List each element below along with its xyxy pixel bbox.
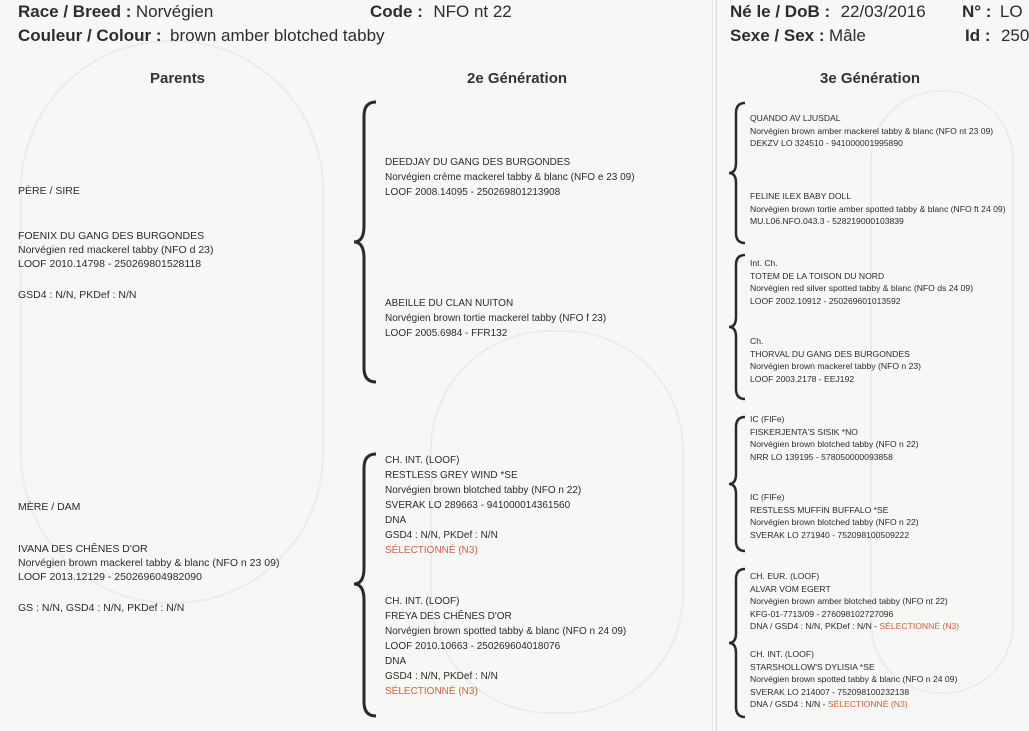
gen3-dds-breed: Norvégien brown amber blotched tabby (NFO nt 22) <box>750 596 948 606</box>
gen2-dd-reg: LOOF 2010.10663 - 250269604018076 <box>385 641 561 652</box>
gen2-dd-dna: DNA <box>385 656 407 667</box>
gen3-ddd <box>750 648 957 711</box>
dob-value: 22/03/2016 <box>840 2 926 21</box>
breed-row <box>18 2 213 22</box>
gen2-ss <box>385 155 635 200</box>
gen2-ds-selected: SÉLECTIONNÉ (N3) <box>385 545 478 556</box>
brace-gen2-dam <box>352 450 382 720</box>
dam-breed: Norvégien brown mackerel tabby & blanc (NFO n 23 09) <box>18 557 280 569</box>
sire-tests: GSD4 : N/N, PKDef : N/N <box>18 289 137 301</box>
gen2-ds-title: CH. INT. (LOOF) <box>385 455 460 466</box>
gen3-dds-name: ALVAR VOM EGERT <box>750 583 831 594</box>
gen3-dss-breed: Norvégien brown blotched tabby (NFO n 22) <box>750 439 919 449</box>
colour-value: brown amber blotched tabby <box>170 26 385 45</box>
gen2-sd <box>385 296 606 341</box>
gen3-dsd-breed: Norvégien brown blotched tabby (NFO n 22) <box>750 517 919 527</box>
gen3-dds-tests-row <box>750 620 959 633</box>
code-label: Code : <box>370 2 423 21</box>
id-row <box>965 26 1029 46</box>
brace-gen3-4 <box>727 566 749 720</box>
gen2-ss-breed: Norvégien crème mackerel tabby & blanc (NFO e 23 09) <box>385 172 635 183</box>
sire-block <box>18 229 214 271</box>
gen3-dds-selected: SÉLECTIONNÉ (N3) <box>879 621 960 631</box>
gen3-ddd-reg: SVERAK LO 214007 - 752098100232138 <box>750 686 910 697</box>
parents-heading: Parents <box>150 70 206 87</box>
gen3-ddd-name: STARSHOLLOW'S DYLISIA *SE <box>750 661 875 672</box>
gen2-sd-reg: LOOF 2005.6984 - FFR132 <box>385 328 508 339</box>
gen3-ssd <box>750 190 1006 228</box>
gen3-sdd-breed: Norvégien brown mackerel tabby (NFO n 23) <box>750 361 921 371</box>
gen3-ddd-selected: SÉLECTIONNÉ (N3) <box>827 699 908 709</box>
colour-row <box>18 26 385 46</box>
gen3-sds <box>750 257 973 307</box>
sire-name: FOENIX DU GANG DES BURGONDES <box>18 230 205 242</box>
brace-gen3-1 <box>727 100 749 246</box>
gen3-dsd <box>750 491 919 541</box>
gen3-dss-title: IC (FIFe) <box>750 414 785 424</box>
code-row <box>370 2 512 22</box>
num-label: N° : <box>962 2 992 21</box>
gen2-dd-selected: SÉLECTIONNÉ (N3) <box>385 686 478 697</box>
code-value: NFO nt 22 <box>433 2 512 21</box>
gen3-sdd-reg: LOOF 2003.2178 - EEJ192 <box>750 373 855 384</box>
dam-block <box>18 542 279 584</box>
gen2-ds-name: RESTLESS GREY WIND *SE <box>385 470 518 481</box>
gen2-sd-breed: Norvégien brown tortie mackerel tabby (NFO f 23) <box>385 313 607 324</box>
sex-label: Sexe / Sex : <box>730 26 825 45</box>
gen3-sds-reg: LOOF 2002.10912 - 250269601013592 <box>750 295 901 306</box>
gen2-ds-tests: GSD4 : N/N, PKDef : N/N <box>385 530 498 541</box>
gen3-ddd-breed: Norvégien brown spotted tabby & blanc (NFO n 24 09) <box>750 674 958 684</box>
gen3-ddd-title: CH. INT. (LOOF) <box>750 649 814 659</box>
gen2-dd-tests: GSD4 : N/N, PKDef : N/N <box>385 671 498 682</box>
gen3-dsd-reg: SVERAK LO 271940 - 752098100509222 <box>750 529 910 540</box>
sire-breed: Norvégien red mackerel tabby (NFO d 23) <box>18 244 214 256</box>
gen2-dd-breed: Norvégien brown spotted tabby & blanc (NFO n 24 09) <box>385 626 627 637</box>
gen3-ddd-tests-row <box>750 698 957 711</box>
gen2-ds-reg: SVERAK LO 289663 - 941000014361560 <box>385 500 571 511</box>
gen3-ssd-reg: MU.L06.NFO.043.3 - 528219000103839 <box>750 216 904 226</box>
gen3-sds-title: Int. Ch. <box>750 258 778 268</box>
gen3-sds-breed: Norvégien red silver spotted tabby & blanc (NFO ds 24 09) <box>750 283 974 293</box>
colour-label: Couleur / Colour : <box>18 26 162 45</box>
gen2-dd-name: FREYA DES CHÊNES D'OR <box>385 611 512 622</box>
id-label: Id : <box>965 26 991 45</box>
gen3-dds-tests: DNA / GSD4 : N/N, PKDef : N/N - <box>750 621 880 631</box>
brace-gen2-sire <box>352 98 382 386</box>
gen2-heading: 2e Génération <box>467 70 568 87</box>
sire-label: PÈRE / SIRE <box>18 185 80 197</box>
gen3-dss-name: FISKERJENTA'S SISIK *NO <box>750 426 858 437</box>
dob-label: Né le / DoB : <box>730 2 831 21</box>
watermark-shape <box>20 40 324 604</box>
dam-label: MÈRE / DAM <box>18 501 81 513</box>
gen3-heading: 3e Génération <box>820 70 921 87</box>
num-row <box>962 2 1023 22</box>
gen3-ddd-tests: DNA / GSD4 : N/N - <box>750 699 828 709</box>
gen2-ss-reg: LOOF 2008.14095 - 250269801213908 <box>385 187 561 198</box>
gen3-dsd-title: IC (FIFe) <box>750 492 785 502</box>
gen3-dds <box>750 570 959 633</box>
gen3-sdd <box>750 335 921 385</box>
dam-reg: LOOF 2013.12129 - 250269604982090 <box>18 571 202 583</box>
gen3-sds-name: TOTEM DE LA TOISON DU NORD <box>750 270 885 281</box>
gen3-sss-name: QUANDO AV LJUSDAL <box>750 113 841 123</box>
gen3-sdd-title: Ch. <box>750 336 764 346</box>
gen3-dds-title: CH. EUR. (LOOF) <box>750 571 820 581</box>
gen3-sss <box>750 112 993 150</box>
breed-label: Race / Breed : <box>18 2 132 21</box>
dam-name: IVANA DES CHÊNES D'OR <box>18 543 148 555</box>
gen2-ss-name: DEEDJAY DU GANG DES BURGONDES <box>385 157 571 168</box>
gen3-dss <box>750 413 919 463</box>
gen2-ds-breed: Norvégien brown blotched tabby (NFO n 22) <box>385 485 582 496</box>
sex-value: Mâle <box>828 26 866 45</box>
brace-gen3-3 <box>727 414 749 554</box>
page-fold <box>712 0 717 731</box>
gen2-ds-dna: DNA <box>385 515 407 526</box>
gen3-sdd-name: THORVAL DU GANG DES BURGONDES <box>750 348 910 359</box>
gen3-dss-reg: NRR LO 139195 - 578050000093858 <box>750 451 893 462</box>
gen3-dds-reg: KFG-01-7713/09 - 276098102727096 <box>750 608 894 619</box>
num-value: LO <box>999 2 1023 21</box>
gen2-dd <box>385 594 626 699</box>
dob-row <box>730 2 926 22</box>
gen3-ssd-breed: Norvégien brown tortie amber spotted tabby & blanc (NFO ft 24 09) <box>750 203 1006 214</box>
sire-reg: LOOF 2010.14798 - 250269801528118 <box>18 258 202 270</box>
gen2-ds <box>385 453 581 558</box>
breed-value: Norvégien <box>135 2 214 21</box>
gen2-dd-title: CH. INT. (LOOF) <box>385 596 460 607</box>
brace-gen3-2 <box>727 252 749 402</box>
sex-row <box>730 26 866 46</box>
gen3-ssd-name: FELINE ILEX BABY DOLL <box>750 191 852 201</box>
gen3-sss-reg: DEKZV LO 324510 - 941000001995890 <box>750 138 903 148</box>
gen2-sd-name: ABEILLE DU CLAN NUITON <box>385 298 514 309</box>
dam-tests: GS : N/N, GSD4 : N/N, PKDef : N/N <box>18 602 185 614</box>
id-value: 250 <box>1000 26 1029 45</box>
gen3-dsd-name: RESTLESS MUFFIN BUFFALO *SE <box>750 504 889 515</box>
gen3-sss-breed: Norvégien brown amber mackerel tabby & blanc (NFO nt 23 09) <box>750 125 994 136</box>
